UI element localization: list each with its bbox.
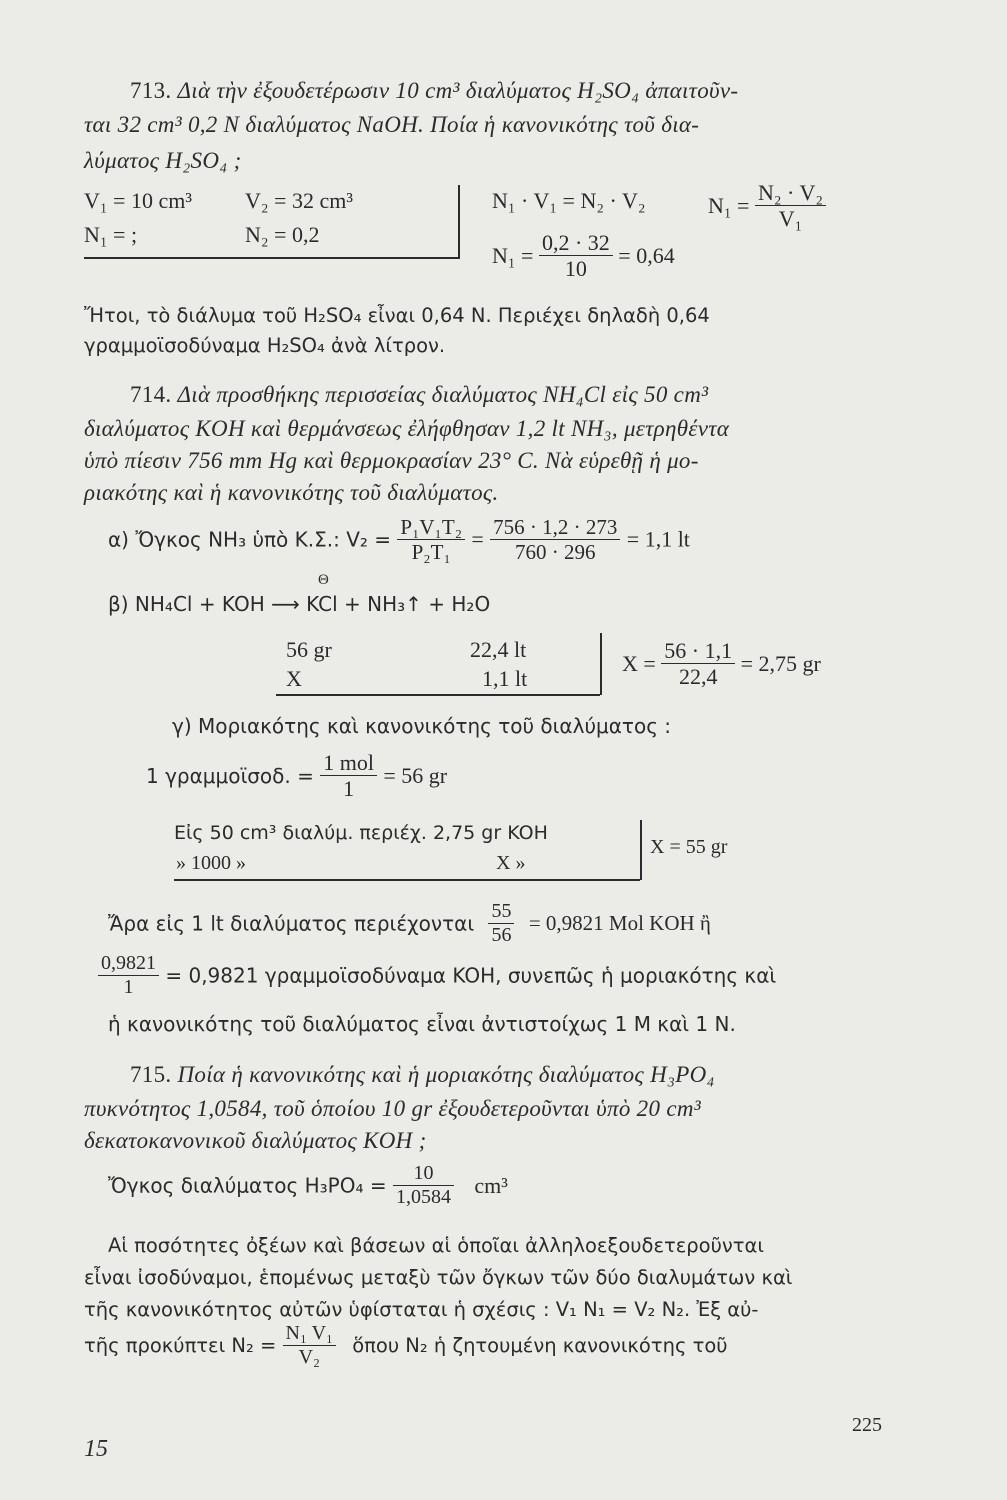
stoich-row2-left: X: [286, 666, 302, 691]
paragraph-line-1: Αἱ ποσότητες ὀξέων καὶ βάσεων αἱ ὁποῖαι ἀλληλοεξουδετεροῦνται: [108, 1234, 764, 1257]
printer-signature: 15: [84, 1436, 108, 1462]
problem-713-number-label: 713.: [130, 78, 178, 103]
problem-714-line-3: ὑπὸ πίεσιν 756 mm Hg καὶ θερμοκρασίαν 23° C. Νὰ εὑρεθῇ ἡ μο-: [84, 448, 699, 473]
stoich-row1-left: 56 gr: [286, 637, 332, 662]
problem-715-line-1: 715. Ποία ἡ κανονικότης καὶ ἡ μοριακότης διαλύματος H₃PO₄: [130, 1062, 715, 1087]
proportion-result: X = 55 gr: [650, 836, 728, 858]
heat-symbol: Θ: [318, 572, 329, 588]
problem-714-line-2: διαλύματος KOH καὶ θερμάνσεως ἐλήφθησαν 1,2 lt NH₃, μετρηθέντα: [84, 416, 730, 441]
stoich-divider: [600, 633, 602, 695]
problem-713-line-1: 713. Διὰ τὴν ἐξουδετέρωσιν 10 cm³ διαλύματος H₂SO₄ ἀπαιτοῦν-: [130, 78, 739, 103]
given-n1: N₁ = ;: [84, 222, 138, 247]
given-v1: V₁ = 10 cm³: [84, 188, 192, 213]
proportion-row-1: Εἰς 50 cm³ διαλύμ. περιέχ. 2,75 gr KOH: [174, 822, 548, 844]
given-divider: [458, 185, 460, 259]
stoich-underline: [276, 694, 600, 696]
given-underline: [84, 257, 458, 259]
problem-714-line-1: 714. Διὰ προσθήκης περισσείας διαλύματος NH₄Cl εἰς 50 cm³: [130, 382, 709, 407]
problem-715-line-2: πυκνότητος 1,0584, τοῦ ὁποίου 10 gr ἐξουδετεροῦνται ὑπὸ 20 cm³: [84, 1096, 701, 1121]
volume-formula: Ὄγκος διαλύματος H₃PO₄ = $\frac{10}{1,0584}$ cm³: [108, 1162, 508, 1208]
conclusion-713-line-2: γραμμοϊσοδύναμα H₂SO₄ ἀνὰ λίτρον.: [84, 334, 446, 357]
proportion-underline: [174, 879, 640, 881]
n1-calculation: N₁ = $\frac{0,2 \cdot 32}{10}$ = 0,64: [492, 230, 675, 282]
problem-713-line-2: ται 32 cm³ 0,2 N διαλύματος NaOH. Ποία ἡ κανονικότης τοῦ δια-: [84, 112, 700, 137]
given-v2: V₂ = 32 cm³: [245, 188, 353, 213]
problem-714-number-label: 714.: [130, 382, 178, 407]
problem-715-number-label: 715.: [130, 1062, 178, 1087]
equivalent-definition: 1 γραμμοϊσοδ. = $\frac{\text{1 mol}}{1}$ = 56 gr: [146, 750, 448, 802]
given-n2: N₂ = 0,2: [245, 222, 320, 247]
n1-formula: N₁ = $\frac{\text{N₂ · V₂}}{\text{V₁}}$: [708, 180, 826, 232]
equivalents-line: $\frac{0,9821}{1}$ = 0,9821 γραμμοϊσοδύναμα KOH, συνεπῶς ἡ μοριακότης καὶ: [98, 952, 776, 999]
problem-713-line-3: λύματος H₂SO₄ ;: [84, 148, 242, 173]
stoich-row1-right: 22,4 lt: [470, 637, 527, 662]
relation-equation: N₁ · V₁ = N₂ · V₂: [492, 188, 646, 213]
step-a-formula: α) Ὄγκος NH₃ ὑπὸ Κ.Σ.: V₂ = $\frac{\text{P₁V₁T₂}}{\text{P₂T₁}}$ = $\frac{756 \cdot 1,2 \cdot 273}{760 \cdot 296}$ = 1,1 lt: [108, 515, 690, 565]
paragraph-line-3: τῆς κανονικότητος αὐτῶν ὑφίσταται ἡ σχέσις : V₁ N₁ = V₂ N₂. Ἐξ αὐ-: [84, 1298, 759, 1321]
problem-715-line-3: δεκατοκανονικοῦ διαλύματος KOH ;: [84, 1128, 427, 1153]
final-conclusion-714: ἡ κανονικότης τοῦ διαλύματος εἶναι ἀντιστοίχως 1 M καὶ 1 N.: [108, 1012, 736, 1036]
proportion-row-2-left: » 1000 »: [176, 852, 246, 874]
page-number: 225: [852, 1414, 882, 1436]
step-b-reaction: β) NH₄Cl + KOH ⟶ KCl + NH₃↑ + H₂O: [108, 592, 491, 616]
paragraph-line-2: εἶναι ἰσοδύναμοι, ἑπομένως μεταξὺ τῶν ὄγκων τῶν δύο διαλυμάτων καὶ: [84, 1266, 793, 1289]
step-b-x-calc: X = $\frac{56 \cdot 1,1}{22,4}$ = 2,75 gr: [622, 638, 821, 690]
paragraph-line-4: τῆς προκύπτει N₂ = $\frac{\text{N₁ V₁}}{\text{V₂}}$ ὅπου N₂ ἡ ζητουμένη κανονικότης τοῦ: [84, 1322, 728, 1368]
stoich-row2-right: 1,1 lt: [482, 666, 528, 691]
molarity-line: Ἄρα εἰς 1 lt διαλύματος περιέχονται $\frac{55}{56}$ = 0,9821 Mol KOH ἢ: [108, 900, 711, 946]
step-g-heading: γ) Μοριακότης καὶ κανονικότης τοῦ διαλύματος :: [172, 714, 672, 738]
conclusion-713-line-1: Ἤτοι, τὸ διάλυμα τοῦ H₂SO₄ εἶναι 0,64 N. Περιέχει δηλαδὴ 0,64: [84, 304, 710, 327]
proportion-row-2-right: X »: [496, 852, 526, 874]
proportion-divider: [640, 820, 642, 880]
problem-714-line-4: ριακότης καὶ ἡ κανονικότης τοῦ διαλύματος.: [84, 480, 499, 505]
